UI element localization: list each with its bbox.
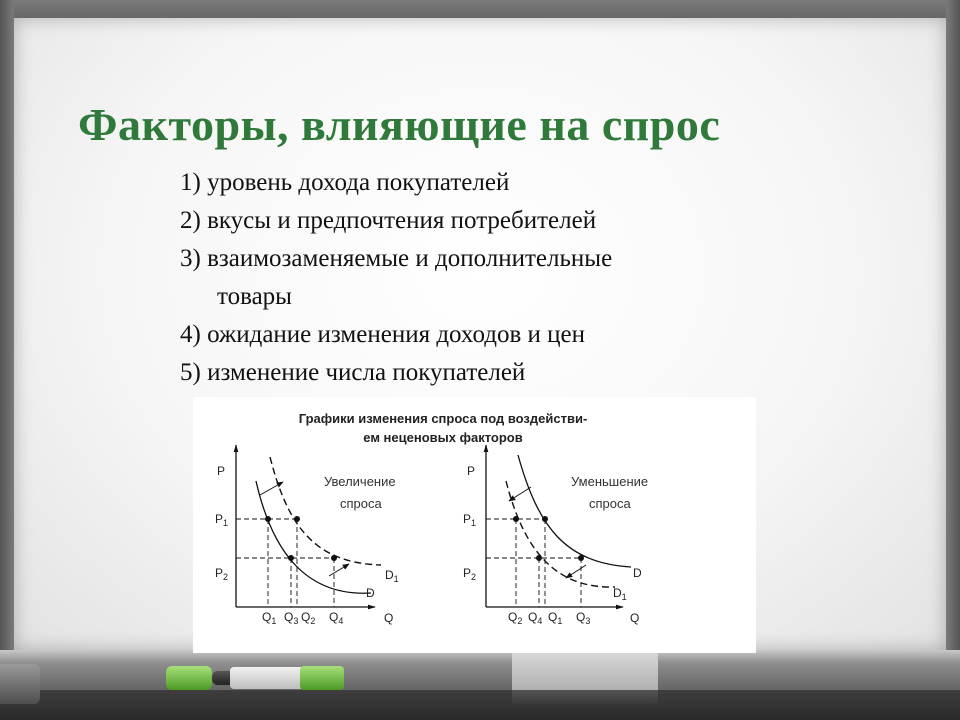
q2-label: $Q_2$ [301, 610, 316, 626]
q-axis-label: Q [384, 611, 394, 625]
p1-label: $P_1$ [463, 512, 477, 528]
q2-label: $Q_2$ [508, 610, 523, 626]
q4-label: $Q_4$ [528, 610, 543, 626]
shift-arrow [260, 482, 283, 495]
shift-arrow [566, 565, 586, 578]
factor-item-continuation: товары [217, 283, 292, 310]
increase-label-line2: спроса [340, 496, 382, 511]
demand-shift-diagram [193, 397, 756, 653]
point [294, 516, 300, 522]
point [265, 516, 271, 522]
marker-tray-lip [0, 690, 960, 720]
factor-item: 5) изменение числа покупателей [180, 359, 526, 386]
point [513, 516, 519, 522]
q3-label: $Q_3$ [576, 610, 591, 626]
p2-label: $P_2$ [215, 566, 229, 582]
shift-arrow [329, 564, 349, 576]
factor-item: 3) взаимозаменяемые и дополнительные [180, 245, 613, 272]
marker-tip-icon [212, 671, 232, 685]
shift-arrow [509, 487, 531, 501]
demand-shift-figure [193, 397, 756, 653]
increase-demand-graph [215, 445, 399, 626]
p2-label: $P_2$ [463, 566, 477, 582]
q3-label: $Q_3$ [284, 610, 299, 626]
demand-curve-d [518, 455, 631, 567]
decrease-label-line1: Уменьшение [571, 474, 649, 489]
curve-d-label: D [366, 586, 375, 600]
increase-label-line1: Увеличение [324, 474, 396, 489]
guide-lines [236, 519, 334, 607]
eraser-pad [512, 690, 658, 704]
p1-label: $P_1$ [215, 512, 229, 528]
tray-end-cap [0, 664, 40, 704]
decrease-label-line2: спроса [589, 496, 631, 511]
factor-item: 2) вкусы и предпочтения потребителей [180, 207, 597, 234]
decrease-demand-graph [463, 445, 648, 626]
guide-lines [486, 519, 581, 607]
p-axis-label: P [217, 464, 226, 478]
factors-list [180, 164, 612, 392]
figure-caption-line2: ем неценовых факторов [363, 430, 523, 445]
curve-d1-label: $D_1$ [385, 568, 399, 584]
q4-label: $Q_4$ [329, 610, 344, 626]
point [331, 555, 337, 561]
p-axis-label: P [467, 464, 476, 478]
q1-label: $Q_1$ [262, 610, 277, 626]
q-axis-label: Q [630, 611, 640, 625]
whiteboard-frame-right [946, 0, 960, 720]
factor-item: 4) ожидание изменения доходов и цен [180, 321, 586, 348]
point [542, 516, 548, 522]
marker-cap-icon [166, 666, 212, 690]
slide-title: Факторы, влияющие на спрос [78, 99, 721, 150]
curve-d1-label: $D_1$ [613, 586, 627, 602]
figure-caption-line1: Графики изменения спроса под воздействи- [298, 411, 588, 426]
curve-d-label: D [633, 566, 642, 580]
point [578, 555, 584, 561]
q1-label: $Q_1$ [548, 610, 563, 626]
marker-band [300, 666, 344, 690]
point [288, 555, 294, 561]
whiteboard-frame-left [0, 0, 14, 720]
factor-item: 1) уровень дохода покупателей [180, 169, 510, 196]
point [536, 555, 542, 561]
